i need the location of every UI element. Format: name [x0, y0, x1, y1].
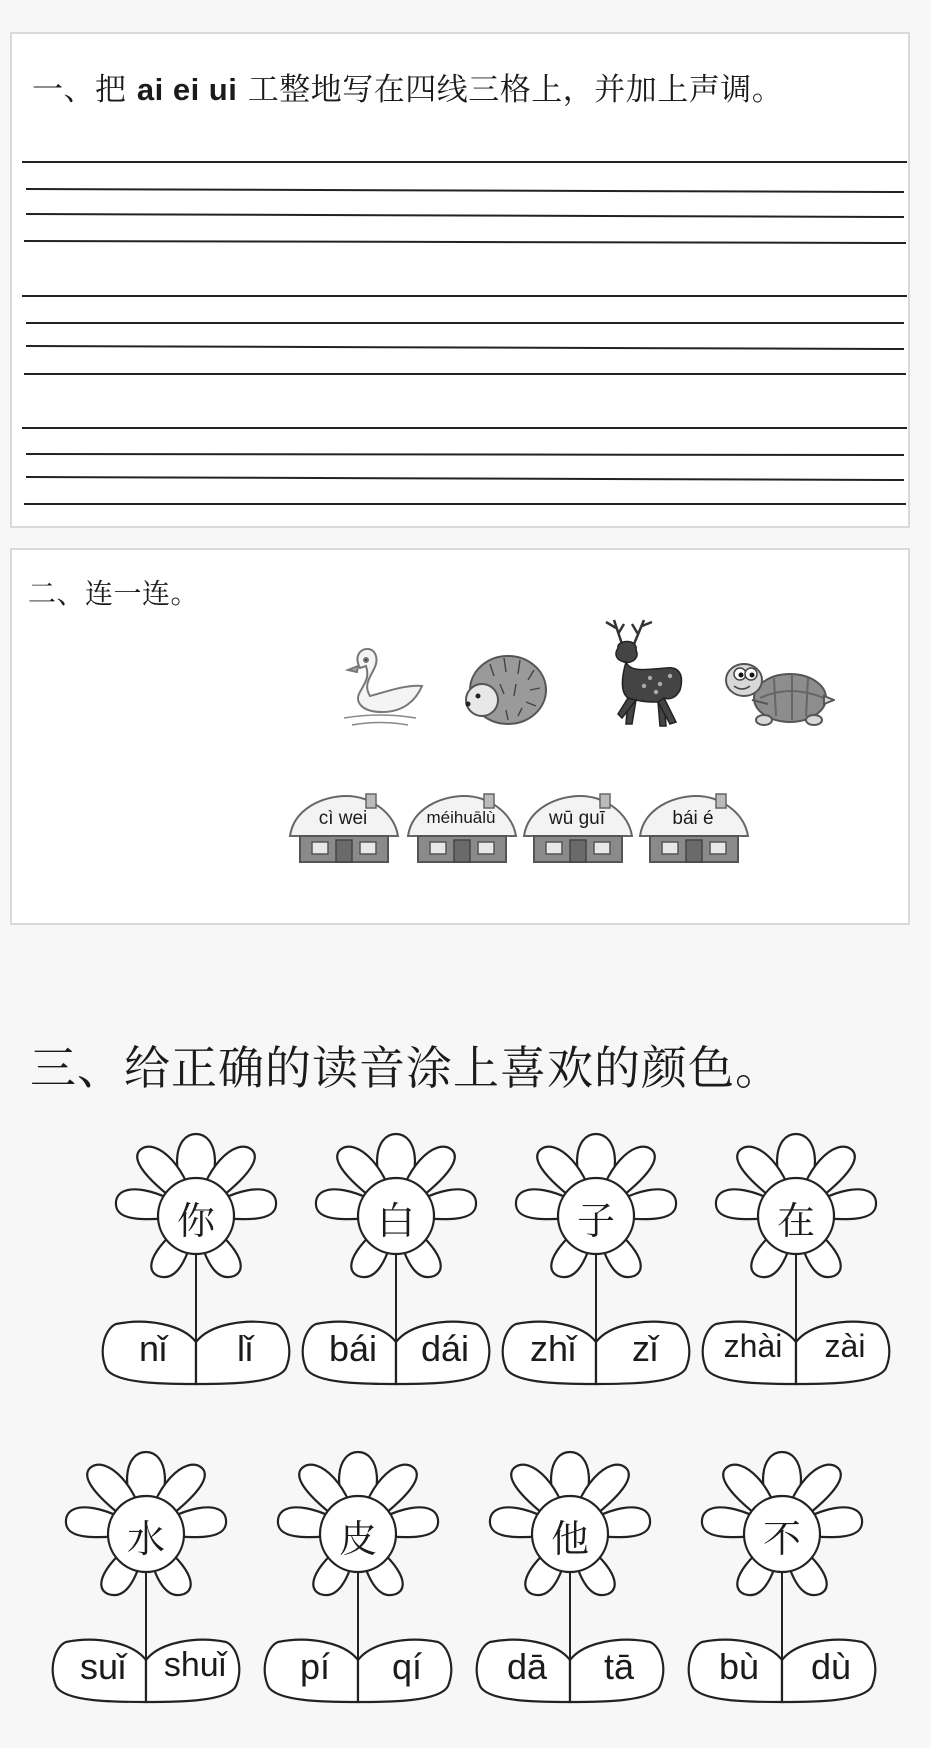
flower-item	[96, 1128, 296, 1393]
pinyin-option-left[interactable]: suǐ	[79, 1646, 127, 1687]
pinyin-option-right[interactable]: lǐ	[237, 1328, 253, 1369]
flower-item	[470, 1446, 670, 1711]
pinyin-option-right[interactable]: dái	[420, 1328, 470, 1369]
pinyin-option-left[interactable]: dā	[506, 1646, 548, 1687]
pinyin-option-left[interactable]: zhǐ	[529, 1328, 577, 1369]
flower-item	[682, 1446, 882, 1711]
pinyin-option-right[interactable]: dù	[810, 1646, 852, 1687]
pinyin-option-left[interactable]: zhài	[723, 1328, 783, 1364]
flower-character: 不	[762, 1517, 801, 1561]
flower-character: 子	[576, 1199, 615, 1243]
pinyin-option-right[interactable]: tā	[603, 1646, 635, 1687]
hut-baie[interactable]	[634, 786, 752, 868]
flower-character: 水	[126, 1517, 165, 1561]
flower-character: 他	[550, 1517, 589, 1561]
hut-pinyin-label: cì wei	[318, 808, 368, 829]
pinyin-option-right[interactable]: shuǐ	[163, 1646, 227, 1684]
flower-item	[46, 1446, 246, 1711]
flower-character: 你	[176, 1199, 215, 1243]
flower-item	[258, 1446, 458, 1711]
flower-item	[696, 1128, 896, 1393]
flower-item	[496, 1128, 696, 1393]
flower-item	[296, 1128, 496, 1393]
flower-character: 白	[376, 1199, 415, 1243]
pinyin-option-right[interactable]: zǐ	[632, 1328, 658, 1369]
section2-title: 二、连一连。	[28, 577, 200, 610]
writing-exercise-section	[10, 32, 910, 528]
matching-exercise-section	[10, 548, 910, 925]
pinyin-option-left[interactable]: bù	[718, 1646, 760, 1687]
four-line-grid[interactable]	[12, 34, 912, 530]
hut-meihualu[interactable]	[402, 786, 520, 868]
hut-pinyin-label: méihuālù	[426, 808, 496, 827]
flower-character: 在	[776, 1199, 815, 1243]
hut-wugui[interactable]	[518, 786, 636, 868]
pinyin-option-right[interactable]: qí	[391, 1646, 423, 1687]
pinyin-option-left[interactable]: bái	[328, 1328, 378, 1369]
hut-pinyin-label: wū guī	[549, 808, 605, 829]
hedgehog-icon[interactable]	[460, 648, 550, 732]
pinyin-option-left[interactable]: pí	[299, 1646, 331, 1687]
hut-ciwei[interactable]	[284, 786, 402, 868]
deer-icon[interactable]	[600, 614, 690, 744]
flower-character: 皮	[338, 1517, 377, 1561]
swan-icon[interactable]	[330, 640, 430, 730]
section1-title: 一、把 ai ei ui 工整地写在四线三格上，并加上声调。	[32, 72, 784, 108]
section3-title: 三、给正确的读音涂上喜欢的颜色。	[30, 1041, 782, 1095]
pinyin-option-right[interactable]: zài	[824, 1328, 866, 1364]
turtle-icon[interactable]	[720, 654, 835, 734]
hut-pinyin-label: bái é	[672, 808, 714, 829]
pinyin-option-left[interactable]: nǐ	[138, 1328, 168, 1369]
